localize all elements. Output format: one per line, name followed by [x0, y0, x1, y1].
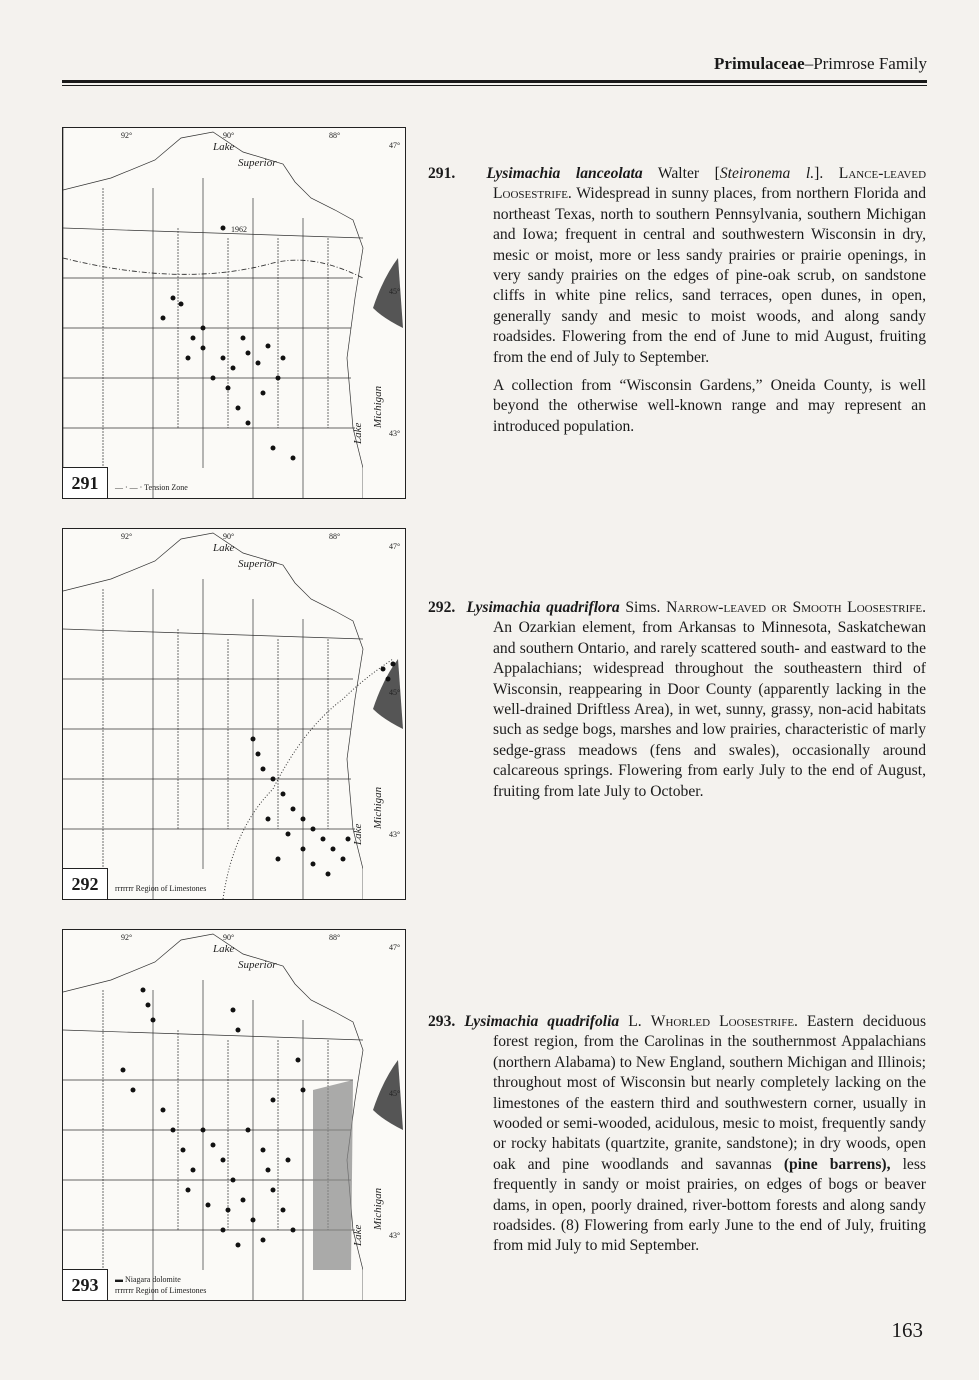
lon-88: 88°: [329, 933, 341, 942]
lake-superior-label: Lake: [213, 141, 235, 153]
lake-michigan-label: Lake: [352, 823, 364, 845]
lon-90: 90°: [223, 532, 235, 541]
distribution-map-292: [62, 528, 406, 900]
wisconsin-map: [63, 930, 405, 1300]
lat-45: 45°: [389, 1089, 401, 1098]
species-name: Lysimachia quadrifolia: [464, 1013, 620, 1030]
lat-47: 47°: [389, 141, 401, 150]
family-common-name: –Primrose Family: [804, 54, 927, 73]
lat-45: 45°: [389, 287, 401, 296]
syn-bracket-open: [: [714, 165, 720, 182]
common-name: Narrow-leaved or Smooth Loosestrife.: [666, 599, 927, 616]
lake-michigan-label: Lake: [352, 1224, 364, 1246]
distribution-map-291: [62, 127, 406, 499]
lon-88: 88°: [329, 131, 341, 140]
description: Eastern deciduous forest region, from the Carolinas in the southernmost Appalachians (northern Alabama) to New England, southern Michigan and Illinois; throughout most of Wisconsin but nearly completely lacking on the limestones of the eastern third and southwestern corner, usually in wooded or semi-wooded, acidulous, mesic to moist, frequently sandy or rocky habitats (quartzite, granite, sandstone); in dry woods, open oak and pine woodlands and savannas: [493, 1013, 927, 1173]
page-number: 163: [891, 1318, 923, 1342]
species-entry-293: [428, 1012, 926, 1257]
author: L.: [628, 1013, 642, 1030]
lat-43: 43°: [389, 429, 401, 438]
lake-superior-label-2: Superior: [238, 558, 277, 570]
description-continued: less frequently in sandy or moist prairies, on edges of bogs or beaver dams, in open, poorly drained, river-bottom forests and along sandy roadsides. (8) Flowering from early June to the end of July, fruiting from mid July to mid September.: [493, 1155, 926, 1255]
map-number: 292: [63, 868, 108, 899]
lake-superior-label: Lake: [213, 542, 235, 554]
lake-superior-label: Lake: [213, 943, 235, 955]
entry-description: [428, 164, 926, 368]
header-rule-thin: [62, 85, 927, 86]
description-emphasis: (pine barrens),: [783, 1155, 891, 1173]
entry-number: 292.: [428, 599, 456, 616]
species-name: Lysimachia lanceolata: [486, 165, 643, 182]
map-legend: — · — · Tension Zone: [115, 483, 188, 492]
lon-92: 92°: [121, 532, 133, 541]
lat-43: 43°: [389, 1231, 401, 1240]
description: An Ozarkian element, from Arkansas to Minnesota, Saskatchewan and southern Ontario, and rarely scattered south- and eastward to the Appalachians; widespread throughout the southeastern third of Wisconsin, reappearing in Door County (apparently lacking in the well-drained Driftless Area), in wet, sunny, grassy, non-acid habitats such as sedge bogs, marshes and low prairies, characteristic of marly sedge-grass meadows (fens and swales), occasionally around calcareous springs. Flowering from early July to the end of August, fruiting from late July to October.: [493, 619, 926, 800]
map-year-label: 1962: [231, 225, 247, 234]
map-legend: rrrrrrr Region of Limestones: [115, 884, 207, 893]
entry-note: A collection from “Wisconsin Gardens,” Oneida County, is well beyond the otherwise well-known range and may represent an introduced population.: [493, 377, 926, 435]
lat-43: 43°: [389, 830, 401, 839]
header-rule: [62, 80, 927, 83]
lake-michigan-label-2: Michigan: [372, 385, 384, 428]
lon-90: 90°: [223, 131, 235, 140]
entry-number: 291.: [428, 165, 456, 182]
family-name: Primulaceae: [714, 54, 805, 73]
synonym: Steironema l.: [719, 165, 815, 182]
common-name: Whorled Loosestrife.: [650, 1013, 798, 1030]
map-legend-2: rrrrrrr Region of Limestones: [115, 1286, 207, 1295]
running-header: [62, 50, 927, 90]
lake-michigan-label-2: Michigan: [372, 786, 384, 829]
species-entry-292: [428, 598, 926, 802]
author: Sims.: [625, 599, 661, 616]
entry-number: 293.: [428, 1013, 456, 1030]
syn-bracket-close: ].: [814, 165, 824, 182]
lon-90: 90°: [223, 933, 235, 942]
entry-description: [428, 598, 926, 802]
distribution-map-293: [62, 929, 406, 1301]
lon-88: 88°: [329, 532, 341, 541]
wisconsin-map: [63, 128, 405, 498]
lake-superior-label-2: Superior: [238, 959, 277, 971]
author: Walter: [657, 165, 700, 182]
lon-92: 92°: [121, 933, 133, 942]
species-name: Lysimachia quadriflora: [466, 599, 620, 616]
lake-michigan-label-2: Michigan: [372, 1187, 384, 1230]
lake-superior-label-2: Superior: [238, 157, 277, 169]
lake-michigan-label: Lake: [352, 422, 364, 444]
common-name: Lance-leaved Loosestrife.: [493, 165, 927, 203]
species-entry-291: [428, 164, 926, 437]
entry-description: [428, 1012, 926, 1257]
lat-47: 47°: [389, 542, 401, 551]
header-title: [714, 54, 927, 74]
lat-47: 47°: [389, 943, 401, 952]
description: Widespread in sunny places, from northern Florida and northeast Texas, north to southern Pennsylvania, southern Michigan and Iowa; frequent in central and southwestern Wisconsin in dry, mesic or moist, more or less sandy prairies or prairie openings, in very sandy prairies on the edges of pine-oak scrub, on sandstone cliffs in white pine relics, sand terraces, open dunes, in open, generally sandy and mesic to moist woods, and along sandy roadsides. Flowering from the end of June to mid August, fruiting from the end of July to September.: [493, 185, 927, 366]
map-legend: ▬ Niagara dolomite: [115, 1275, 181, 1284]
lat-45: 45°: [389, 688, 401, 697]
map-number: 293: [63, 1269, 108, 1300]
lon-92: 92°: [121, 131, 133, 140]
map-number: 291: [63, 467, 108, 498]
wisconsin-map: [63, 529, 405, 899]
